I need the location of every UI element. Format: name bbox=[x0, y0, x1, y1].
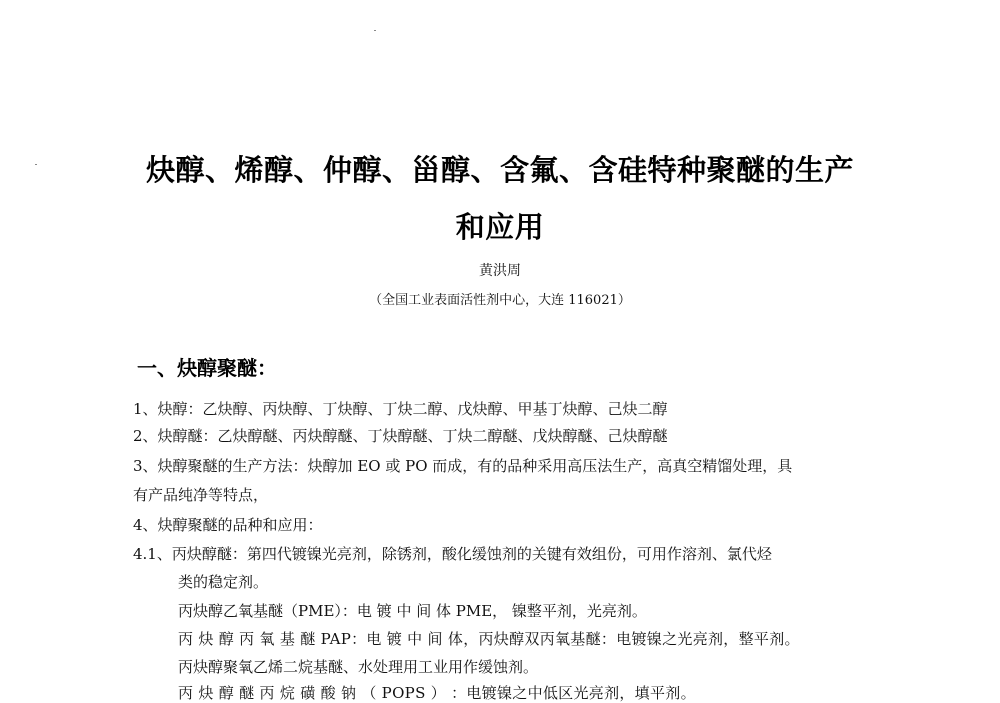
author-affiliation: （全国工业表面活性剂中心，大连 116021） bbox=[369, 293, 631, 308]
body-line: 有产品纯净等特点， bbox=[133, 486, 269, 504]
section-heading: 一、炔醇聚醚： bbox=[137, 356, 277, 380]
document-title-line-2: 和应用 bbox=[455, 210, 545, 244]
scan-speck bbox=[374, 30, 376, 31]
body-line: 丙炔醇乙氧基醚（PME）：电 镀 中 间 体 PME， 镍整平剂，光亮剂。 bbox=[178, 602, 647, 620]
body-line: 2、炔醇醚：乙炔醇醚、丙炔醇醚、丁炔醇醚、丁炔二醇醚、戊炔醇醚、己炔醇醚 bbox=[133, 427, 668, 445]
body-line: 类的稳定剂。 bbox=[178, 573, 269, 591]
document-title-line-1: 炔醇、烯醇、仲醇、甾醇、含氟、含硅特种聚醚的生产 bbox=[145, 153, 854, 187]
body-line: 丙 炔 醇 丙 氧 基 醚 PAP：电 镀 中 间 体，丙炔醇双丙氧基醚：电镀镍之光亮剂，整平剂。 bbox=[178, 630, 800, 648]
body-line: 4、炔醇聚醚的品种和应用： bbox=[133, 516, 323, 534]
body-line: 3、炔醇聚醚的生产方法：炔醇加 EO 或 PO 而成，有的品种采用高压法生产，高真空精馏处理，具 bbox=[133, 457, 793, 475]
body-line: 丙 炔 醇 醚 丙 烷 磺 酸 钠 （ POPS ） ：电镀镍之中低区光亮剂，填平剂。 bbox=[178, 684, 696, 702]
author-name: 黄洪周 bbox=[479, 263, 521, 279]
body-line: 丙炔醇聚氧乙烯二烷基醚、水处理用工业用作缓蚀剂。 bbox=[178, 658, 539, 676]
body-line: 4.1、丙炔醇醚：第四代镀镍光亮剂，除锈剂，酸化缓蚀剂的关键有效组份，可用作溶剂、氯代烃 bbox=[133, 545, 772, 563]
body-line: 1、炔醇：乙炔醇、丙炔醇、丁炔醇、丁炔二醇、戊炔醇、甲基丁炔醇、己炔二醇 bbox=[133, 400, 668, 418]
